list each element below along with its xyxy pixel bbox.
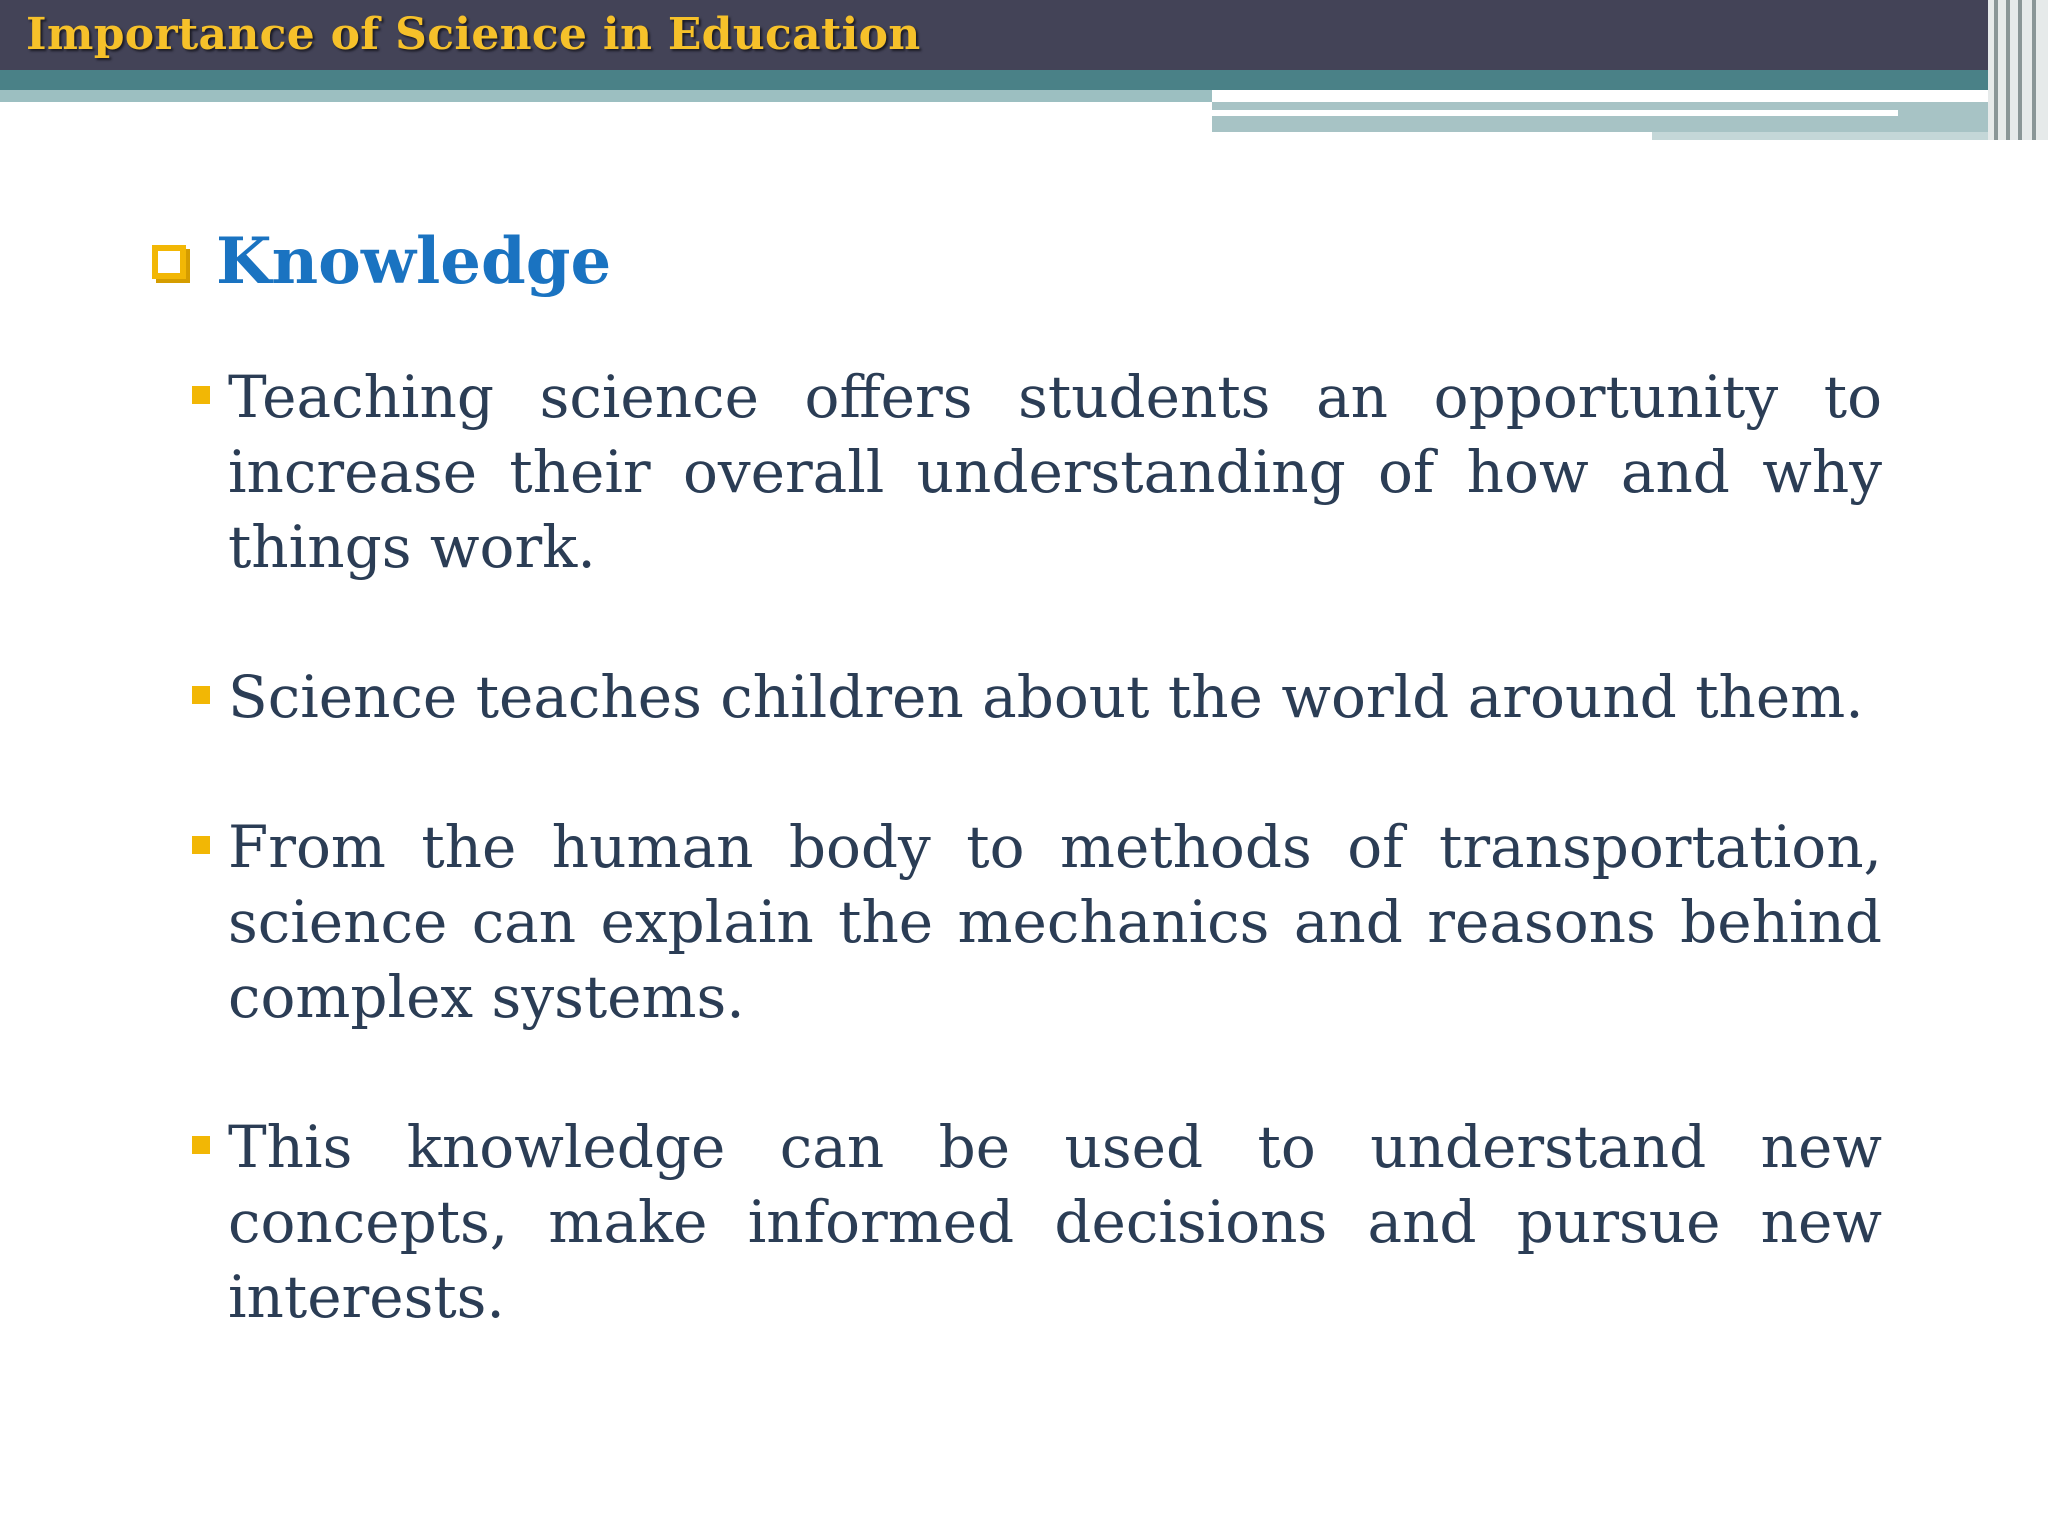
- checkbox-icon: [152, 245, 186, 279]
- section-heading: [152, 222, 611, 302]
- square-bullet-icon: [192, 686, 210, 704]
- bullet-text: Teaching science offers students an opportunity to increase their overall understanding of how and why things work.: [228, 363, 1882, 581]
- list-item: [192, 1110, 1882, 1335]
- header-stripe-step: [1652, 132, 2012, 140]
- bullet-text: From the human body to methods of transportation, science can explain the mechanics and reasons behind complex systems.: [228, 813, 1882, 1031]
- list-item: [192, 660, 1882, 735]
- header-edge-panel: [1988, 0, 2048, 140]
- bullet-text: Science teaches children about the world around them.: [228, 663, 1864, 731]
- edge-line: [2018, 0, 2022, 140]
- square-bullet-icon: [192, 386, 210, 404]
- edge-line: [2006, 0, 2010, 140]
- header-stripe-light-right: [1212, 102, 2012, 132]
- square-bullet-icon: [192, 1136, 210, 1154]
- bullet-list: [192, 360, 1882, 1410]
- header-stripe-teal: [0, 70, 2048, 90]
- edge-line: [1994, 0, 1998, 140]
- list-item: [192, 360, 1882, 585]
- edge-line: [2032, 0, 2036, 140]
- slide-title: Importance of Science in Education: [26, 9, 921, 60]
- header-bar: [0, 0, 2048, 70]
- header-stripe-light: [0, 90, 1212, 102]
- square-bullet-icon: [192, 836, 210, 854]
- list-item: [192, 810, 1882, 1035]
- section-heading-text: Knowledge: [216, 224, 612, 299]
- header-stripe-line: [1212, 110, 1898, 116]
- bullet-text: This knowledge can be used to understand new concepts, make informed decisions and pursue new interests.: [228, 1113, 1882, 1331]
